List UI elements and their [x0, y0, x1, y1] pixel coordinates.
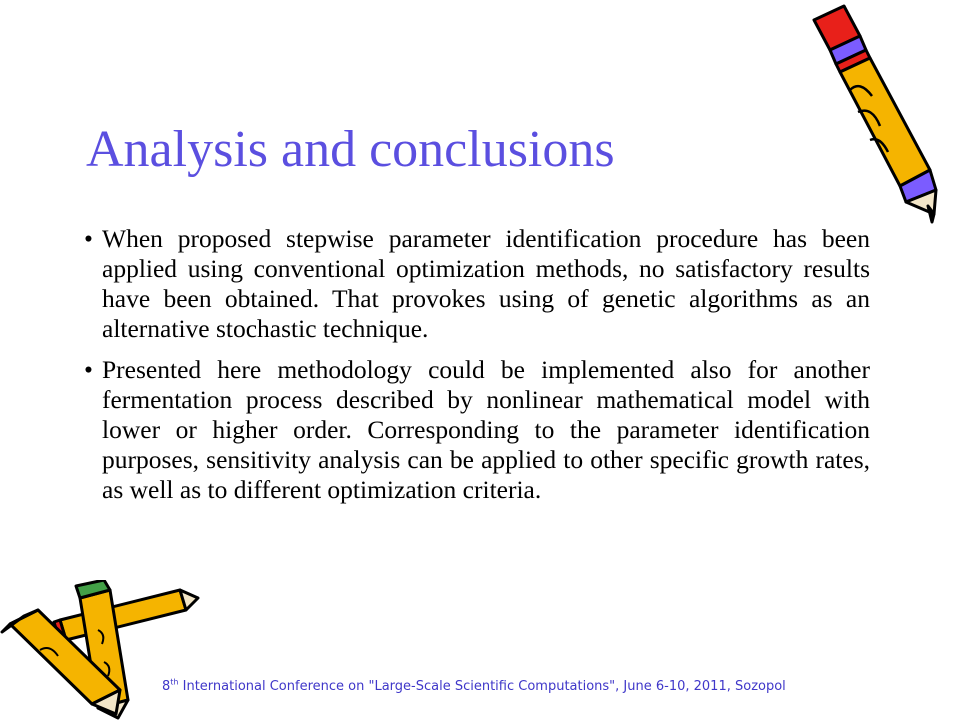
bullet-list [84, 224, 870, 516]
bullet-text: Presented here methodology could be implemented also for another fermentation process described by nonlinear mathematical model with lower or higher order. Corresponding to the parameter identification purposes, sensitivity analysis can be applied to other specific growth rates, as well as to different optimization criteria. [102, 355, 870, 504]
slide-footer [162, 676, 922, 698]
bullet-marker: • [84, 224, 93, 253]
footer-text: International Conference on "Large-Scale Scientific Computations", June 6-10, 2011, Sozopol [178, 679, 786, 694]
bullet-marker: • [84, 355, 93, 384]
bullet-item [84, 224, 870, 344]
footer-superscript: th [170, 677, 179, 687]
bullet-text: When proposed stepwise parameter identification procedure has been applied using conventional optimization methods, no satisfactory results have been obtained. That provokes using of genetic algorithms as an alternative stochastic technique. [102, 224, 870, 343]
footer-number: 8 [162, 679, 171, 694]
pencils-icon [0, 580, 200, 720]
slide-title: Analysis and conclusions [86, 121, 615, 178]
bullet-item [84, 355, 870, 505]
